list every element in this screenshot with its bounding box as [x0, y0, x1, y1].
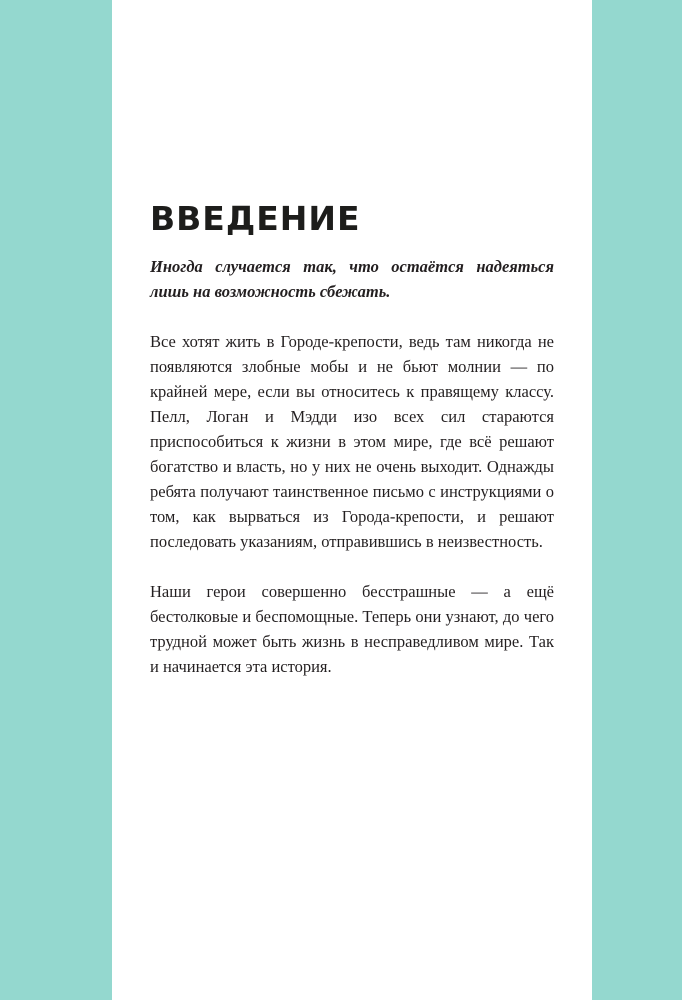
left-color-band [0, 0, 112, 1000]
body-paragraph-2: Наши герои совершенно бесстрашные — а ещё бестолковые и беспомощные. Теперь они узнают, до чего трудной может быть жизнь в несправедливом мире. Так и начинается эта история. [150, 582, 554, 676]
right-color-band [592, 0, 682, 1000]
book-page [112, 0, 592, 1000]
body-paragraph-1: Все хотят жить в Городе-крепости, ведь там никогда не появляются злобные мобы и не бьют молнии — по крайней мере, если вы относитесь к правящему классу. Пелл, Логан и Мэдди изо всех сил стараются приспособиться к жизни в этом мире, где всё решают богатство и власть, но у них не очень выходит. Однажды ребята получают таинственное письмо с инструкциями о том, как вырваться из Города-крепости, и решают последовать указаниям, отправившись в неизвестность. [150, 332, 554, 551]
lead-paragraph: Иногда случается так, что остаётся надеяться лишь на возможность сбежать. [150, 257, 554, 301]
page-content [150, 198, 554, 679]
chapter-heading: ВВЕДЕНИЕ [150, 199, 361, 238]
